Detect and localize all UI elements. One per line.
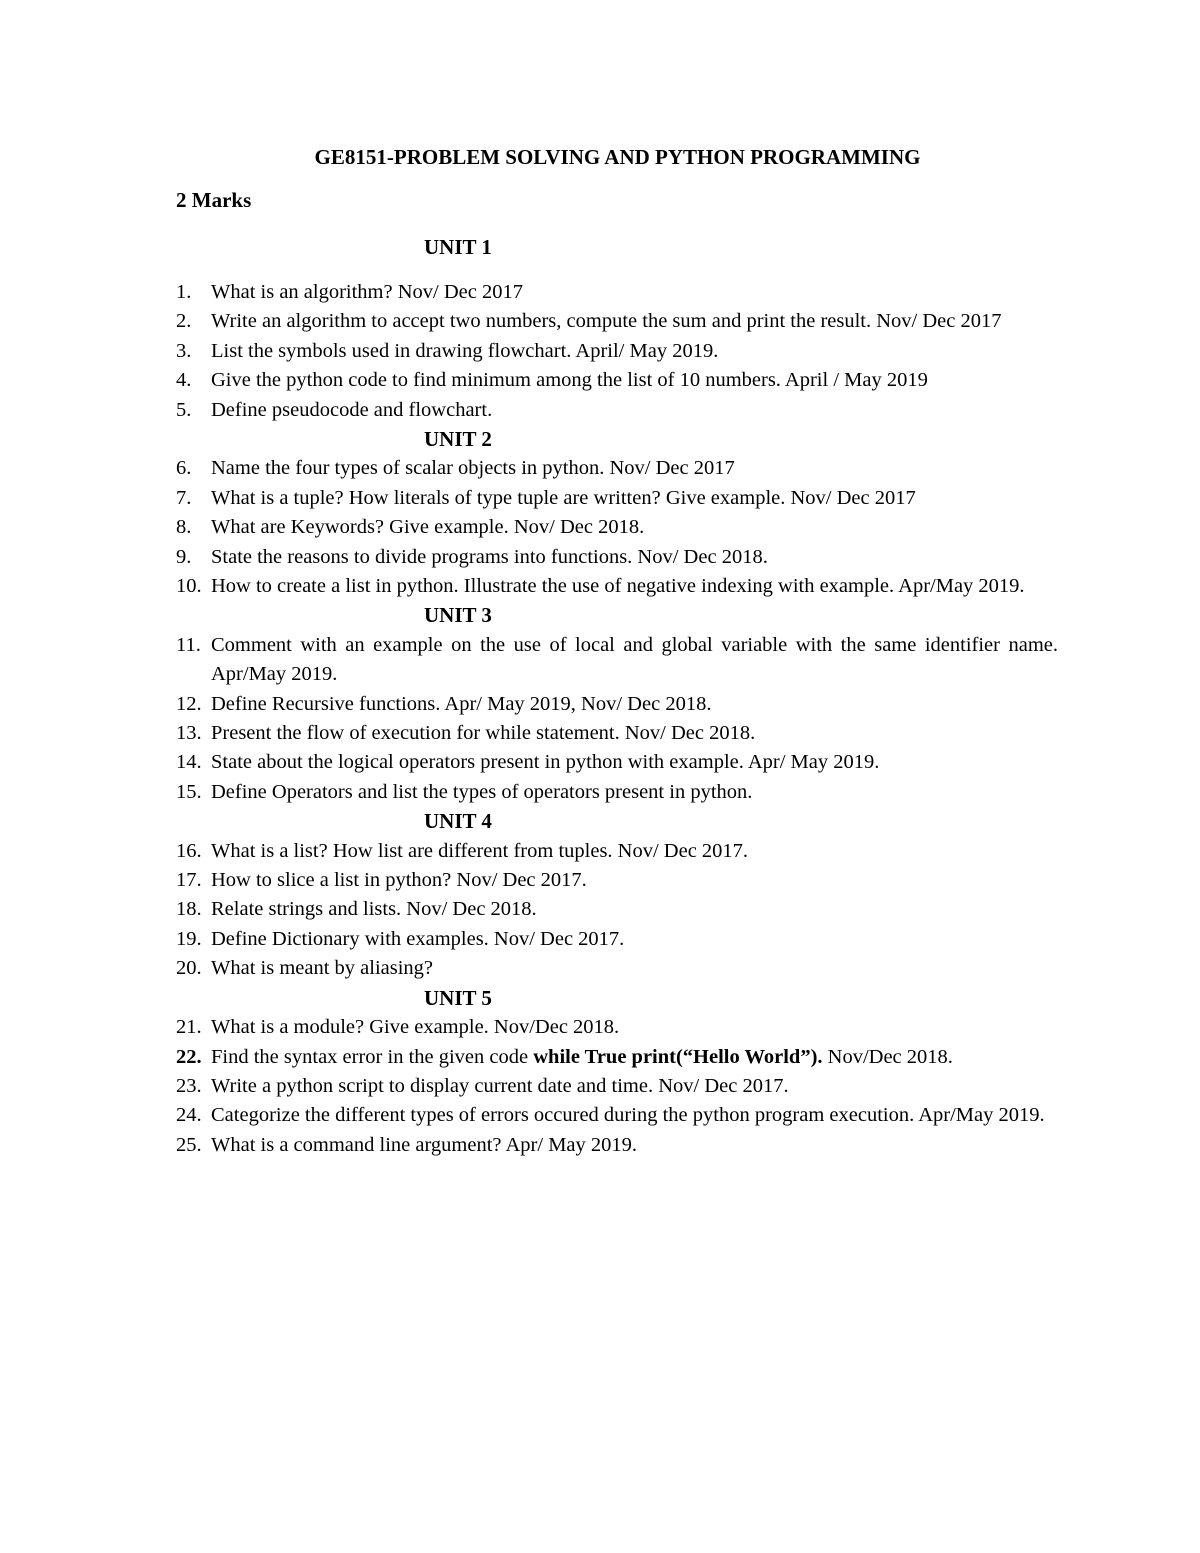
question-text: What is a tuple? How literals of type tuple are written? Give example. Nov/ Dec 2017: [211, 486, 916, 509]
question-number: 21.: [176, 1016, 202, 1039]
document-title: GE8151-PROBLEM SOLVING AND PYTHON PROGRAMMING: [314, 145, 921, 169]
question-text: State the reasons to divide programs into functions. Nov/ Dec 2018.: [211, 545, 768, 568]
question-number: 12.: [176, 692, 202, 715]
question-list: [176, 837, 1058, 984]
question-number: 8.: [176, 516, 192, 539]
question-text: Define Operators and list the types of operators present in python.: [211, 780, 753, 803]
question-number: 10.: [176, 575, 202, 598]
question-item: [176, 778, 1058, 807]
question-text: Present the flow of execution for while statement. Nov/ Dec 2018.: [211, 722, 756, 745]
question-number: 6.: [176, 457, 192, 480]
question-item: [176, 631, 1058, 690]
question-text: List the symbols used in drawing flowchart. April/ May 2019.: [211, 339, 719, 362]
question-item: [176, 1072, 1058, 1101]
question-item: [176, 925, 1058, 954]
question-number: 18.: [176, 898, 202, 921]
question-number: 19.: [176, 927, 202, 950]
unit-heading: UNIT 5: [424, 985, 492, 1010]
question-number: 14.: [176, 751, 202, 774]
question-text: What is a command line argument? Apr/ May 2019.: [211, 1133, 638, 1156]
question-number: 13.: [176, 722, 202, 745]
question-item: [176, 543, 1058, 572]
question-text: Write an algorithm to accept two numbers, compute the sum and print the result. Nov/ Dec 2017: [211, 310, 1002, 333]
code-snippet: while True print(“Hello World”).: [533, 1045, 823, 1068]
question-text: What is a module? Give example. Nov/Dec 2018.: [211, 1016, 620, 1039]
question-text: How to create a list in python. Illustrate the use of negative indexing with example. Apr/May 2019.: [211, 575, 1025, 598]
question-number: 17.: [176, 869, 202, 892]
question-item: [176, 1131, 1058, 1160]
question-number: 1.: [176, 281, 192, 303]
question-number: 11.: [176, 633, 201, 656]
question-text: Give the python code to find minimum among the list of 10 numbers. April / May 2019: [211, 369, 928, 392]
question-item: [176, 307, 1058, 336]
unit-heading: UNIT 1: [424, 235, 492, 259]
question-item: [176, 484, 1058, 513]
question-list: [176, 631, 1058, 807]
question-text: Nov/Dec 2018.: [822, 1045, 953, 1068]
question-number: 24.: [176, 1104, 202, 1127]
question-number: 2.: [176, 310, 192, 333]
question-item: [176, 719, 1058, 748]
unit-heading: UNIT 3: [424, 603, 492, 628]
question-text: What is meant by aliasing?: [211, 957, 434, 980]
question-item: [176, 1013, 1058, 1042]
question-text: Find the syntax error in the given code: [211, 1045, 534, 1068]
question-number: 5.: [176, 398, 192, 421]
question-item: [176, 513, 1058, 542]
question-item: [176, 866, 1058, 895]
question-text: Define pseudocode and flowchart.: [211, 398, 493, 421]
question-number: 16.: [176, 839, 202, 862]
question-text: Relate strings and lists. Nov/ Dec 2018.: [211, 898, 537, 921]
unit-heading: UNIT 2: [424, 427, 492, 452]
question-item: [176, 748, 1058, 777]
question-number: 4.: [176, 369, 192, 392]
question-text: What is a list? How list are different from tuples. Nov/ Dec 2017.: [211, 839, 749, 862]
question-list: [176, 278, 1058, 425]
question-item: [176, 895, 1058, 924]
question-item: [176, 278, 1058, 307]
question-item: [176, 572, 1058, 601]
question-item: [176, 366, 1058, 395]
question-number: 20.: [176, 957, 202, 980]
question-number: 3.: [176, 339, 192, 362]
unit-heading: UNIT 4: [424, 809, 492, 834]
question-item: [176, 454, 1058, 483]
question-text: Categorize the different types of errors occured during the python program execution. Apr/May 2019.: [211, 1104, 1045, 1127]
question-content: [176, 233, 1058, 1160]
question-item: [176, 337, 1058, 366]
question-text: State about the logical operators present in python with example. Apr/ May 2019.: [211, 751, 880, 774]
question-item: [176, 690, 1058, 719]
question-text: What are Keywords? Give example. Nov/ Dec 2018.: [211, 516, 645, 539]
question-item: [176, 1101, 1058, 1130]
question-text: What is an algorithm? Nov/ Dec 2017: [211, 281, 523, 303]
question-number: 15.: [176, 780, 202, 803]
question-number: 25.: [176, 1133, 202, 1156]
question-item: [176, 837, 1058, 866]
question-text: Define Recursive functions. Apr/ May 2019, Nov/ Dec 2018.: [211, 692, 712, 715]
question-item: [176, 1043, 1058, 1072]
question-number: 7.: [176, 486, 192, 509]
question-list: [176, 454, 1058, 601]
marks-heading: 2 Marks: [176, 188, 252, 212]
question-text: Name the four types of scalar objects in python. Nov/ Dec 2017: [211, 457, 735, 480]
question-text: Define Dictionary with examples. Nov/ Dec 2017.: [211, 927, 625, 950]
question-number: 9.: [176, 545, 192, 568]
question-item: [176, 954, 1058, 983]
question-text: How to slice a list in python? Nov/ Dec 2017.: [211, 869, 587, 892]
question-text: Comment with an example on the use of local and global variable with the same identifier name. Apr/May 2019.: [211, 633, 1058, 686]
question-number: 23.: [176, 1074, 202, 1097]
question-text: Write a python script to display current date and time. Nov/ Dec 2017.: [211, 1074, 789, 1097]
question-item: [176, 396, 1058, 425]
question-number: 22.: [176, 1045, 202, 1068]
question-list: [176, 1013, 1058, 1160]
